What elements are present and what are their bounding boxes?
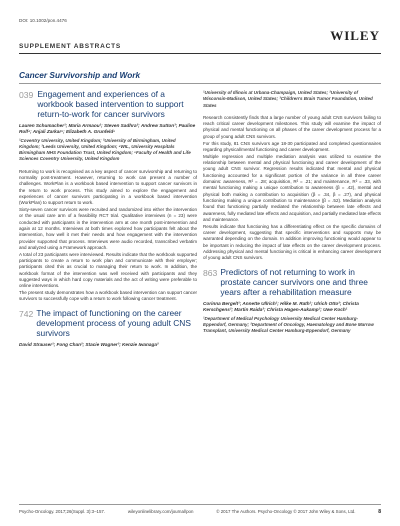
abstract-paragraph: The present study demonstrates how a workbook based intervention can support cancer survivors to successfully cope with a return to work following cancer treatment. <box>19 290 197 302</box>
left-column <box>19 90 197 350</box>
abstract-paragraph: A total of 23 participants were interviewed. Results indicate that the workbook supported participants to create a return to work plan and communicate with their employer; participants cited this as crucial to managing their return to work. In addition, the workbook format of the intervention was well received with participants and they suggested ways in which hard copy materials and the act of writing were preferable to online interventions. <box>19 251 197 289</box>
footer-copyright: © 2017 The Authors. Psycho-Oncology © 2017 John Wiley & Sons, Ltd. <box>216 509 356 514</box>
abstract-authors: Lauren Schumacher¹; Maria Armaou¹; Steven Sadhra²; Andrew Sutton³; Pauline Rolf⁴; Anjali Zarkar⁵; Elizabeth A. Grunfeld⁵ <box>19 122 196 135</box>
abstract-title: The impact of functioning on the career development process of young adult CNS survivors <box>36 308 191 339</box>
supplement-label: SUPPLEMENT ABSTRACTS <box>19 43 122 50</box>
abstract-affiliations: ¹Coventry University, United Kingdom; ²University of Birmingham, United Kingdom; ³Leeds University, United Kingdom; ⁴WIL, University Hospitals Birmingham NHS Foundation Trust, United Kingdom; ⁵Faculty of Health and Life Sciences Coventry University, United Kingdom <box>19 137 191 162</box>
abstract-authors: Corinna Bergelt¹; Annette Ullrich¹; Hilke M. Rath¹; Ulrich Otto²; Christa Kerschgens²; Martin Raida²; Christa Hagen-Aukamp³; Uwe Koch¹ <box>203 300 359 313</box>
abstract-number: 039 <box>19 90 34 100</box>
abstract-title: Engagement and experiences of a workbook based intervention to support return-to-work for cancer survivors <box>37 89 184 119</box>
abstract-number: 863 <box>203 268 218 279</box>
abstract-863-heading <box>203 268 381 298</box>
footer-journal: Psycho-Oncology. 2017;26(Suppl. 3):3–157. <box>19 509 106 514</box>
abstract-paragraph: Research consistently finds that a large number of young adult CNS survivors failing to reach critical career development milestones. This study will examine the impact of physical and mental functioning on all phases of the career development process for a group of young adult CNS survivors. <box>203 114 381 139</box>
abstract-paragraph: Returning to work is recognised as a key aspect of cancer survivorship and returning to normality post-treatment. However, returning to work can present a number of challenges. WorkPlan is a workbook based intervention to support cancer survivors in the return to work process. This study aimed to explore the engagement and experiences of cancer survivors participating in a workbook based intervention (WorkPlan) to support return to work. <box>19 168 197 206</box>
abstract-title: Predictors of not returning to work in prostate cancer survivors one and three years after a rehabilitation measure <box>220 267 368 297</box>
footer <box>19 509 381 515</box>
right-column <box>203 90 381 338</box>
abstract-affiliations: ¹University of Illinois at Urbana-Champaign, United States; ²University of Wisconsin-Madison, United States; ³Children's Brain Tumor Foundation, United States <box>203 90 373 108</box>
header-rule <box>19 53 381 54</box>
section-title: Cancer Survivorship and Work <box>19 70 141 80</box>
publisher-logo: WILEY <box>330 28 380 43</box>
abstract-742-heading <box>19 309 197 339</box>
footer-website-link[interactable]: wileyonlinelibrary.com/journal/pon <box>127 509 194 514</box>
abstract-affiliations: ¹Department of Medical Psychology University Medical Center Hamburg-Eppendorf, Germany; ²Department of Oncology, Haematology and Bone Marrow Transplant, University Medical Center Hamburg-Eppendorf, Germany <box>203 315 374 334</box>
abstract-authors: David Strauser¹; Fong Chan²; Stacie Wagner³; Kenzie Iwanaga² <box>19 342 159 348</box>
abstract-paragraph: Sixty-seven cancer survivors were recruited and randomized into either the intervention or the usual care arm of a feasibility RCT trial. Qualitative interviews (n = 23) were conducted with participants in the intervention arm at one month post-intervention and again at 12 months. Interviews at both times explored how participants felt about the intervention, how well it met their needs and how engagement with the intervention provider supported that process. Interviews were audio recorded, transcribed verbatim and analyzed using a Framework approach. <box>19 207 197 250</box>
footer-rule <box>19 504 381 505</box>
abstract-paragraph: Multiple regression and multiple mediation analysis was utilized to examine the relationship between mental and physical functioning and career development of the young adult CNS survivor. Regression results indicated that mental and physical functioning accounted for a significant portion of the variance in all three career domains: awareness, R² = .28; acquisition, R² = .21; and maintenance, R² = .33, with mental functioning making a unique contribution to awareness (β = .42), mental and physical both making a contribution to acquisition (β = .34, β = .27), and physical functioning making a unique contribution to maintenance (β = .52). Mediation analysis found that functioning partially mediated the relationship between late effects and awareness, fully mediated late effects and acquisition, and partially mediated late effects and maintenance. <box>203 153 381 222</box>
abstract-paragraph: Results indicate that functioning has a differentiating effect on the specific domains of career development, suggesting that specific interventions and supports may be warranted depending on the domain. In addition improving functioning would appear to be important in reducing the impact of late effects on the career development process. Addressing physical and mental functioning is critical in enhancing career development of young adult CNS survivors. <box>203 223 381 261</box>
abstract-039-heading <box>19 90 197 120</box>
abstract-number: 742 <box>19 309 34 320</box>
page-number: 8 <box>378 509 381 515</box>
doi-line: DOI: 10.1002/pon.4476 <box>19 18 67 23</box>
abstract-paragraph: For this study, 81 CNS survivors age 18-30 participated and completed questionnaires regarding physical/mental functioning and career development. <box>203 140 381 152</box>
section-rule <box>19 83 381 84</box>
